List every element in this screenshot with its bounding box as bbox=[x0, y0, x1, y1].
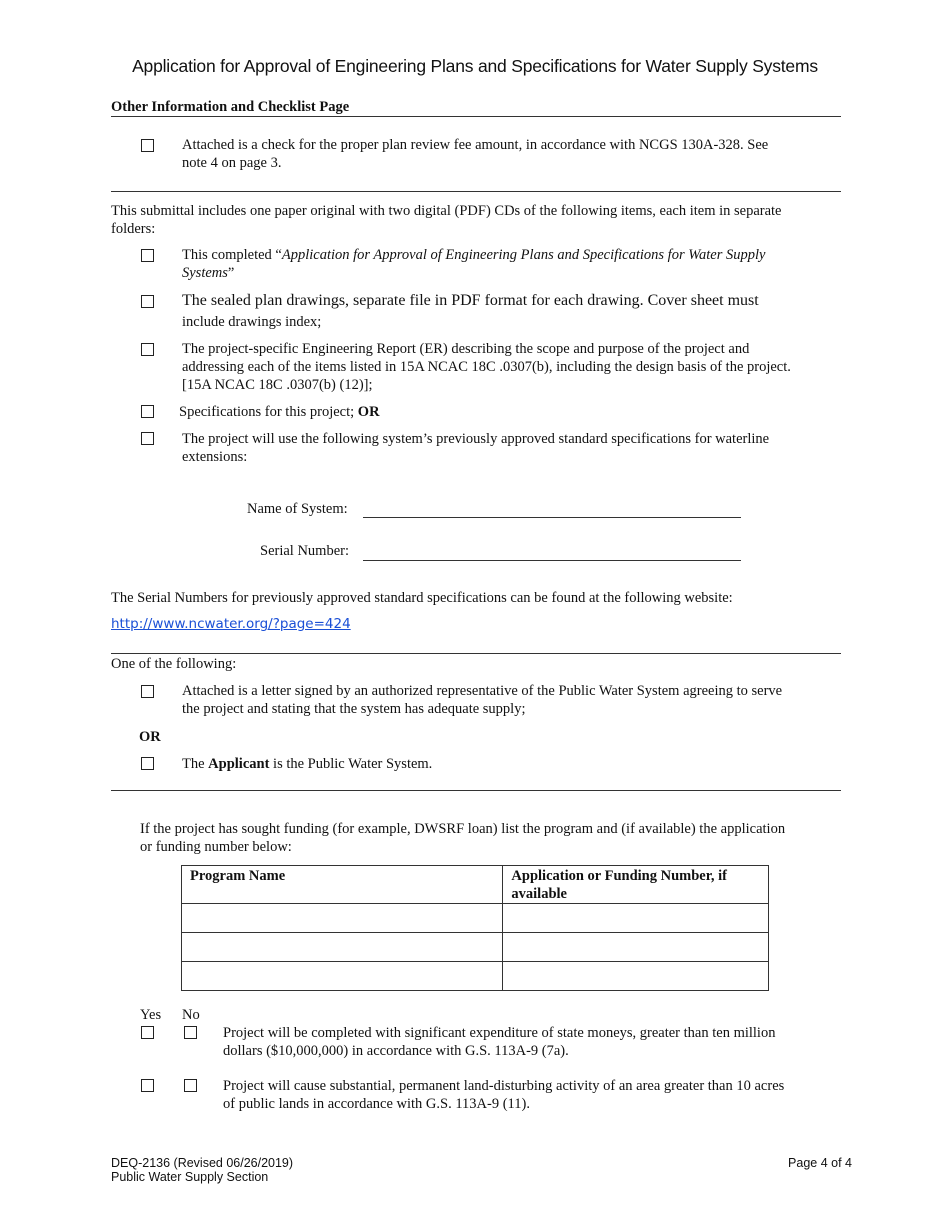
table-header-row bbox=[182, 866, 769, 904]
fee-item-line1: Attached is a check for the proper plan review fee amount, in accordance with NCGS 130A-328. See bbox=[182, 137, 769, 153]
q1-line1: Project will be completed with significant expenditure of state moneys, greater than ten million bbox=[223, 1025, 776, 1041]
no-label: No bbox=[182, 1007, 200, 1023]
section-heading: Other Information and Checklist Page bbox=[111, 99, 350, 115]
divider bbox=[111, 790, 841, 791]
page-title: Application for Approval of Engineering Plans and Specifications for Water Supply Systems bbox=[132, 56, 818, 76]
application-form-item-line2 bbox=[182, 264, 234, 282]
footer-section: Public Water Supply Section bbox=[111, 1170, 269, 1184]
program-name-cell[interactable] bbox=[182, 962, 503, 991]
table-row bbox=[182, 933, 769, 962]
applicant-post: is the Public Water System. bbox=[269, 756, 433, 772]
funding-intro-line1: If the project has sought funding (for example, DWSRF loan) list the program and (if available) the application bbox=[140, 821, 786, 837]
standard-specs-checkbox[interactable] bbox=[141, 432, 154, 445]
applicant-bold: Applicant bbox=[208, 756, 270, 772]
letter-line2: the project and stating that the system has adequate supply; bbox=[182, 701, 526, 717]
applicant-item bbox=[182, 755, 432, 773]
engineering-report-checkbox[interactable] bbox=[141, 343, 154, 356]
q2-yes-checkbox[interactable] bbox=[141, 1079, 154, 1092]
specifications-or: OR bbox=[357, 404, 380, 420]
program-name-cell[interactable] bbox=[182, 933, 503, 962]
plan-drawings-checkbox[interactable] bbox=[141, 295, 154, 308]
engineering-report-line2: addressing each of the items listed in 15A NCAC 18C .0307(b), including the design basis of the project. bbox=[182, 359, 791, 375]
standard-specs-line1: The project will use the following system’s previously approved standard specifications for waterline bbox=[182, 431, 770, 447]
serial-number-label: Serial Number: bbox=[260, 543, 349, 559]
item1-pre: This completed “ bbox=[182, 247, 282, 263]
funding-number-cell[interactable] bbox=[503, 962, 769, 991]
submittal-intro-line1: This submittal includes one paper original with two digital (PDF) CDs of the following items, each item in separate bbox=[111, 203, 782, 219]
applicant-pre: The bbox=[182, 756, 209, 772]
engineering-report-line1: The project-specific Engineering Report (ER) describing the scope and purpose of the project and bbox=[182, 341, 750, 357]
divider bbox=[111, 653, 841, 654]
plan-drawings-line2: include drawings index; bbox=[182, 314, 322, 330]
applicant-checkbox[interactable] bbox=[141, 757, 154, 770]
fee-check-checkbox[interactable] bbox=[141, 139, 154, 152]
item1-italic-line1: Application for Approval of Engineering Plans and Specifications for Water Supply bbox=[281, 247, 766, 263]
website-text: The Serial Numbers for previously approved standard specifications can be found at the following website: bbox=[111, 590, 733, 606]
funding-number-cell[interactable] bbox=[503, 904, 769, 933]
program-name-cell[interactable] bbox=[182, 904, 503, 933]
one-of-heading: One of the following: bbox=[111, 656, 237, 672]
website-link[interactable]: http://www.ncwater.org/?page=424 bbox=[111, 616, 351, 632]
application-form-item bbox=[182, 246, 765, 264]
divider bbox=[111, 116, 841, 117]
plan-drawings-line1: The sealed plan drawings, separate file in PDF format for each drawing. Cover sheet must bbox=[182, 292, 759, 309]
funding-number-cell[interactable] bbox=[503, 933, 769, 962]
footer-page-number: Page 4 of 4 bbox=[788, 1156, 852, 1170]
engineering-report-line3: [15A NCAC 18C .0307(b) (12)]; bbox=[182, 377, 373, 393]
funding-table bbox=[181, 865, 769, 991]
funding-number-header: Application or Funding Number, if available bbox=[503, 866, 769, 904]
q2-line2: of public lands in accordance with G.S. 113A-9 (11). bbox=[223, 1096, 530, 1112]
system-name-field[interactable] bbox=[363, 517, 741, 518]
specifications-item bbox=[179, 403, 380, 421]
or-label: OR bbox=[139, 729, 161, 745]
fee-item-line2: note 4 on page 3. bbox=[182, 155, 282, 171]
serial-number-field[interactable] bbox=[363, 560, 741, 561]
table-row bbox=[182, 904, 769, 933]
q1-no-checkbox[interactable] bbox=[184, 1026, 197, 1039]
funding-intro-line2: or funding number below: bbox=[140, 839, 292, 855]
yes-label: Yes bbox=[140, 1007, 162, 1023]
application-form-checkbox[interactable] bbox=[141, 249, 154, 262]
standard-specs-line2: extensions: bbox=[182, 449, 248, 465]
table-row bbox=[182, 962, 769, 991]
system-name-label: Name of System: bbox=[247, 501, 348, 517]
divider bbox=[111, 191, 841, 192]
specifications-checkbox[interactable] bbox=[141, 405, 154, 418]
q2-no-checkbox[interactable] bbox=[184, 1079, 197, 1092]
letter-checkbox[interactable] bbox=[141, 685, 154, 698]
specifications-text: Specifications for this project; bbox=[179, 404, 358, 420]
q1-line2: dollars ($10,000,000) in accordance with G.S. 113A-9 (7a). bbox=[223, 1043, 569, 1059]
item1-post: ” bbox=[227, 265, 235, 281]
submittal-intro-line2: folders: bbox=[111, 221, 156, 237]
item1-italic-line2: Systems bbox=[182, 265, 228, 281]
footer-form-id: DEQ-2136 (Revised 06/26/2019) bbox=[111, 1156, 294, 1170]
q1-yes-checkbox[interactable] bbox=[141, 1026, 154, 1039]
program-name-header: Program Name bbox=[182, 866, 503, 904]
letter-line1: Attached is a letter signed by an authorized representative of the Public Water System agreeing to serve bbox=[182, 683, 783, 699]
q2-line1: Project will cause substantial, permanent land-disturbing activity of an area greater than 10 acres bbox=[223, 1078, 785, 1094]
